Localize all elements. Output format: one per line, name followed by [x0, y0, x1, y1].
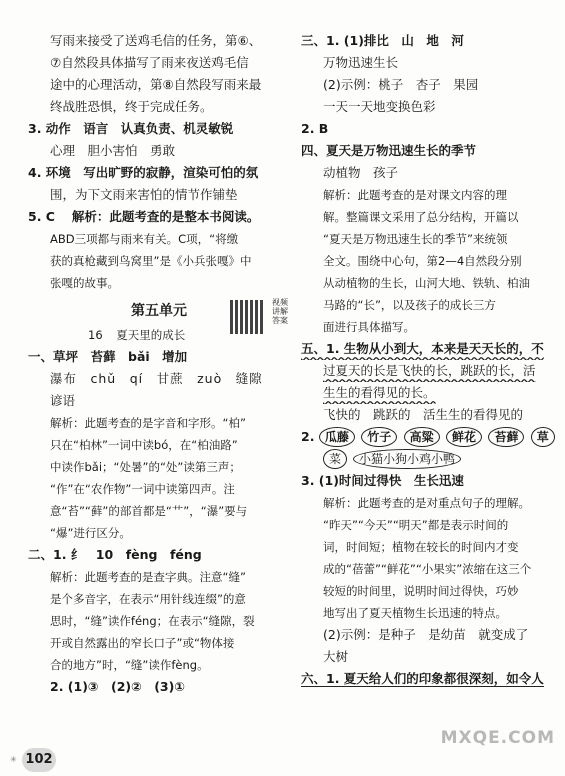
explanation-line: 全文。围绕中心句，第2—4自然段分别 — [323, 254, 522, 268]
answer-line: 一天一天地变换色彩 — [323, 99, 436, 114]
section-5-answer — [301, 338, 563, 360]
explanation-line: “爆”进行区分。 — [50, 526, 131, 540]
explanation-line: 只在“柏林”一词中读bó，在“柏油路” — [50, 438, 238, 452]
answer-line — [301, 360, 563, 382]
explanation-line: 中读作bǎi；“处暑”的“处”读第三声； — [50, 460, 241, 474]
answer-line: 3. (1)时间过得快 生长迅速 — [301, 473, 464, 488]
circled-word: 竹子 — [361, 427, 397, 447]
explanation-line: “昨天”“今天”“明天”都是表示时间的 — [323, 518, 509, 532]
circled-word: 高粱 — [404, 427, 440, 447]
section-4-answer: 四、夏天是万物迅速生长的季节 — [301, 143, 477, 158]
circled-word: 瓜藤 — [319, 427, 355, 447]
explanation-line: 解析：此题考查的是查字典。注意“缝” — [50, 570, 246, 584]
wavy-underlined-text: 五、1. 生物从小到大，本来是天天长的，不 — [301, 341, 544, 356]
section-3-answer: 三、1. (1)排比 山 地 河 — [301, 33, 464, 48]
right-column — [301, 30, 563, 690]
answer-line: 张嘎的故事。 — [50, 276, 119, 290]
answer-line: 围，为下文雨来害怕的情节作铺垫 — [50, 187, 238, 202]
qr-code-icon[interactable] — [230, 300, 264, 334]
explanation-line: 是个多音字，在表示“用针线连缀”的意 — [50, 592, 246, 606]
left-column — [28, 30, 290, 698]
wavy-underlined-text: 过夏天的长是飞快的长，跳跃的长，活 — [323, 363, 536, 378]
answer-line: 2. (1)③ (2)② (3)① — [50, 679, 185, 694]
explanation-line: 较短的时间里，说明时间过得快，巧妙 — [323, 584, 519, 598]
unit-heading — [28, 298, 290, 324]
answer-line: 大树 — [323, 649, 349, 664]
underlined-text: 六、1. 夏天给人们的印象都很深刻，如令人 — [301, 671, 544, 686]
answer-q4: 4. 环境 写出旷野的寂静，渲染可怕的氛 — [28, 165, 259, 180]
answer-line: 万物迅速生长 — [323, 55, 399, 70]
section-6-answer — [301, 668, 563, 690]
page-number: 102 — [22, 748, 56, 772]
lesson-number: 16 — [88, 328, 103, 342]
explanation-line: 合的地方”时，“缝”读作fèng。 — [50, 658, 209, 672]
explanation-line: 马路的“长”，以及孩子的成长三方 — [323, 298, 496, 312]
explanation-line: 成的“蓓蕾”“鲜花”“小果实”浓缩在这三个 — [323, 562, 532, 576]
answer-line: (2)示例：是种子 是幼苗 就变成了 — [323, 627, 529, 642]
answer-line: 途中的心理活动，第⑧自然段写雨来最 — [50, 77, 262, 92]
star-icon: ✳ — [10, 755, 17, 764]
qr-caption: 视频讲解答案 — [272, 298, 288, 325]
explanation-line: 解析：此题考查的是对重点句子的理解。 — [323, 496, 530, 510]
circled-word: 草 — [531, 427, 555, 447]
explanation-line: 解析：此题考查的是字音和字形。“柏” — [50, 416, 246, 430]
explanation-line: 解析：此题考查的是对课文内容的理 — [323, 188, 507, 202]
circled-word: 鲜花 — [446, 427, 482, 447]
unit-title: 第五单元 — [131, 303, 187, 319]
circled-word: 菜 — [323, 449, 347, 469]
watermark: MXQE.COM — [440, 728, 555, 748]
answer-line: 瀑布 chǔ qí 甘蔗 zuò 缝隙 — [50, 371, 263, 386]
answer-line: 谚语 — [50, 393, 76, 408]
answer-q3: 3. 动作 语言 认真负责、机灵敏锐 — [28, 121, 234, 136]
circled-word: 苔藓 — [488, 427, 524, 447]
circled-words-row — [301, 448, 563, 470]
explanation-line: “作”在“农作物”一词中读第四声。注 — [50, 482, 235, 496]
explanation-line: 开或自然露出的窄长口子”或“物体接 — [50, 636, 235, 650]
answer-line: 获的真枪藏到鸟窝里”是《小兵张嘎》中 — [50, 254, 252, 268]
answer-line: 飞快的 跳跃的 活生生的看得见的 — [323, 407, 524, 422]
explanation-line: 解。整篇课文采用了总分结构，开篇以 — [323, 210, 519, 224]
answer-line — [301, 382, 563, 404]
answer-line: 终战胜恐惧，终于完成任务。 — [50, 99, 213, 114]
answer-line: (2)示例：桃子 杏子 果园 — [323, 77, 479, 92]
answer-line: ⑦自然段具体描写了雨来夜送鸡毛信 — [50, 55, 249, 70]
wavy-underlined-text: 生生的看得见的长。 — [323, 385, 436, 400]
circled-word: 小猫小狗小鸡小鸭 — [353, 449, 461, 469]
answer-line: 2. B — [301, 121, 329, 136]
section-2-answer: 二、1. 纟 10 fèng féng — [28, 547, 202, 562]
answer-q5: 5. C 解析：此题考查的是整本书阅读。 — [28, 209, 260, 224]
answer-line: 写雨来接受了送鸡毛信的任务，第⑥、 — [50, 33, 262, 48]
circled-words-row — [301, 426, 563, 448]
explanation-line: “夏天是万物迅速生长的季节”来统领 — [323, 232, 508, 246]
answer-line: ABD三项都与雨来有关。C项，“将缴 — [50, 232, 239, 246]
explanation-line: 意“苔”“藓”的部首都是“艹”，“瀑”要与 — [50, 504, 248, 518]
explanation-line: 词，时间短；植物在较长的时间内才变 — [323, 540, 519, 554]
section-1-answer: 一、草坪 苔藓 bǎi 增加 — [28, 349, 188, 364]
explanation-line: 从动植物的生长，山河大地、铁轨、柏油 — [323, 276, 530, 290]
item-number: 2. — [301, 429, 315, 444]
explanation-line: 面进行具体描写。 — [323, 320, 415, 334]
explanation-line: 地写出了夏天植物生长迅速的特点。 — [323, 606, 507, 620]
answer-line: 心理 胆小害怕 勇敢 — [50, 143, 176, 158]
lesson-title: 夏天里的成长 — [116, 328, 186, 342]
answer-line: 动植物 孩子 — [323, 165, 399, 180]
explanation-line: 思时，“缝”读作féng；在表示“缝隙，裂 — [50, 614, 255, 628]
